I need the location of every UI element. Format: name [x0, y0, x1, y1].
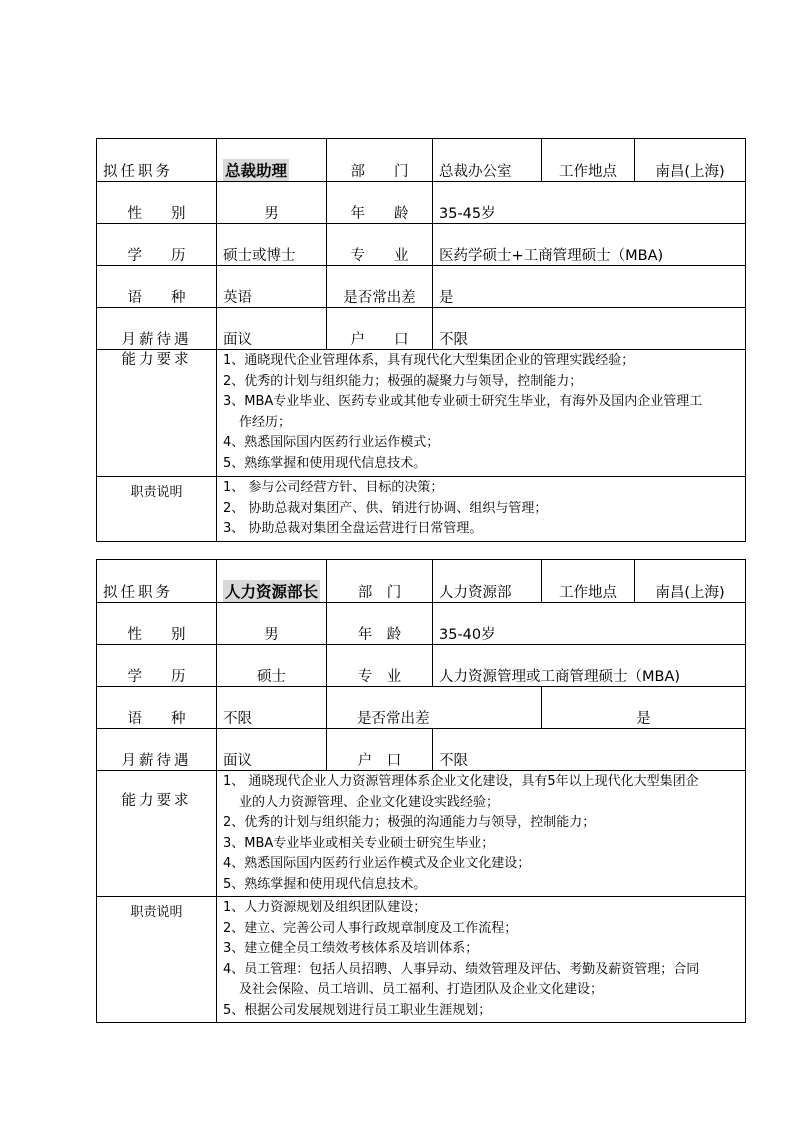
- department-label: 部 门: [327, 560, 433, 603]
- ability-item: 3、MBA专业毕业、医药专业或其他专业硕士研究生毕业，有海外及国内企业管理工: [223, 394, 703, 409]
- job-table-2: [96, 559, 746, 1023]
- travel-value: 是: [433, 266, 746, 308]
- ability-item: 4、熟悉国际国内医药行业运作模式；: [223, 435, 440, 450]
- salary-label: 月薪待遇: [97, 729, 217, 771]
- ability-item: 5、熟练掌握和使用现代信息技术。: [223, 455, 427, 471]
- location-label: 工作地点: [542, 560, 635, 603]
- duty-description: [217, 477, 746, 542]
- gender-label: 性 别: [97, 603, 217, 645]
- major-label: 专 业: [327, 224, 433, 266]
- duty-label: 职责说明: [97, 477, 217, 542]
- education-value: 硕士或博士: [217, 224, 327, 266]
- position-label: 拟任职务: [97, 560, 217, 603]
- travel-label: 是否常出差: [327, 266, 433, 308]
- salary-value: 面议: [217, 308, 327, 350]
- duty-item: 及社会保险、员工培训、员工福利、打造团队及企业文化建设；: [239, 982, 604, 997]
- ability-item: 2、优秀的计划与组织能力；极强的凝聚力与领导，控制能力；: [223, 373, 583, 389]
- duty-label: 职责说明: [97, 897, 217, 1023]
- ability-item: 4、熟悉国际国内医药行业运作模式及企业文化建设；: [223, 856, 531, 871]
- location-value: 南昌(上海): [635, 560, 746, 603]
- department-value: 总裁办公室: [433, 139, 542, 182]
- duty-description: [217, 897, 746, 1023]
- ability-item: 1、通晓现代企业管理体系，具有现代化大型集团企业的管理实践经验；: [223, 353, 635, 368]
- position-title: 人力资源部长: [217, 560, 327, 603]
- duty-item: 2、 协助总裁对集团产、供、销进行协调、组织与管理；: [223, 500, 548, 516]
- ability-label: 能力要求: [97, 771, 217, 897]
- position-label: 拟任职务: [97, 139, 217, 182]
- duty-item: 5、根据公司发展规划进行员工职业生涯规划；: [223, 1002, 492, 1018]
- duty-item: 2、建立、完善公司人事行政规章制度及工作流程；: [223, 920, 518, 936]
- language-value: 英语: [217, 266, 327, 308]
- hukou-label: 户 口: [327, 729, 433, 771]
- age-label: 年 龄: [327, 603, 433, 645]
- ability-item: 业的人力资源管理、企业文化建设实践经验；: [239, 794, 500, 810]
- duty-item: 4、员工管理：包括人员招聘、人事异动、绩效管理及评估、考勤及薪资管理；合同: [223, 961, 700, 977]
- ability-item: 作经历；: [239, 414, 292, 430]
- ability-item: 2、优秀的计划与组织能力；极强的沟通能力与领导，控制能力；: [223, 815, 596, 830]
- job-table-1: [96, 138, 746, 542]
- ability-item: 3、MBA专业毕业或相关专业硕士研究生毕业；: [223, 835, 495, 851]
- gender-value: 男: [217, 182, 327, 224]
- age-label: 年 龄: [327, 182, 433, 224]
- duty-item: 1、人力资源规划及组织团队建设；: [223, 900, 427, 915]
- education-label: 学 历: [97, 224, 217, 266]
- gender-value: 男: [217, 603, 327, 645]
- ability-requirements: [217, 771, 746, 897]
- salary-label: 月薪待遇: [97, 308, 217, 350]
- hukou-value: 不限: [433, 308, 746, 350]
- travel-value: 是: [542, 687, 746, 729]
- ability-item: 5、熟练掌握和使用现代信息技术。: [223, 876, 427, 892]
- education-value: 硕士: [217, 645, 327, 687]
- department-label: 部 门: [327, 139, 433, 182]
- hukou-value: 不限: [433, 729, 746, 771]
- hukou-label: 户 口: [327, 308, 433, 350]
- education-label: 学 历: [97, 645, 217, 687]
- location-label: 工作地点: [542, 139, 635, 182]
- age-value: 35-40岁: [433, 603, 746, 645]
- language-value: 不限: [217, 687, 327, 729]
- duty-item: 3、 协助总裁对集团全盘运营进行日常管理。: [223, 521, 483, 536]
- gender-label: 性 别: [97, 182, 217, 224]
- travel-label: 是否常出差: [327, 687, 542, 729]
- duty-item: 3、建立健全员工绩效考核体系及培训体系；: [223, 941, 479, 956]
- ability-item: 1、 通晓现代企业人力资源管理体系企业文化建设，具有5年以上现代化大型集团企: [223, 774, 699, 789]
- ability-requirements: [217, 350, 746, 477]
- location-value: 南昌(上海): [635, 139, 746, 182]
- language-label: 语 种: [97, 266, 217, 308]
- position-title: 总裁助理: [217, 139, 327, 182]
- age-value: 35-45岁: [433, 182, 746, 224]
- salary-value: 面议: [217, 729, 327, 771]
- ability-label: 能力要求: [97, 350, 217, 477]
- duty-item: 1、 参与公司经营方针、目标的决策；: [223, 480, 444, 495]
- department-value: 人力资源部: [433, 560, 542, 603]
- major-label: 专 业: [327, 645, 433, 687]
- language-label: 语 种: [97, 687, 217, 729]
- major-value: 人力资源管理或工商管理硕士（MBA): [433, 645, 746, 687]
- major-value: 医药学硕士+工商管理硕士（MBA): [433, 224, 746, 266]
